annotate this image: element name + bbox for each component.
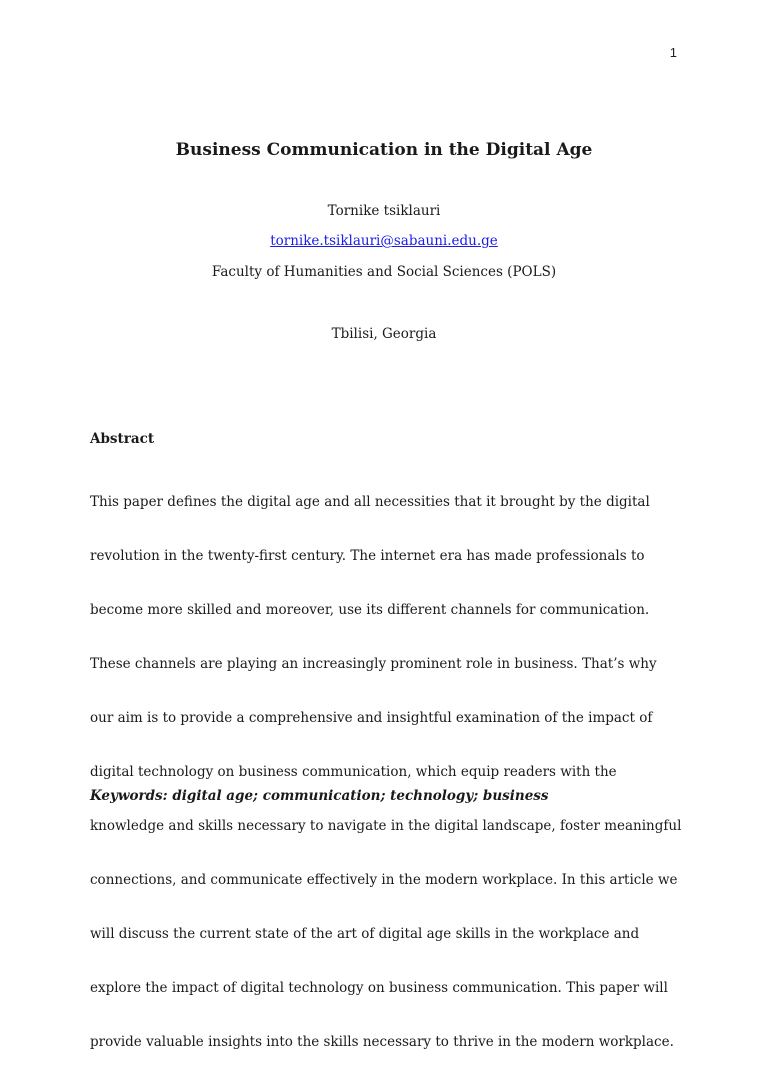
abstract-line: explore the impact of digital technology on business communication. This paper will xyxy=(90,980,668,996)
abstract-line: revolution in the twenty-first century. The internet era has made professionals to xyxy=(90,548,645,564)
paper-title: Business Communication in the Digital Age xyxy=(175,140,593,160)
abstract-line: become more skilled and moreover, use its different channels for communication. xyxy=(90,602,650,618)
abstract-line: knowledge and skills necessary to navigate in the digital landscape, foster meaningful xyxy=(90,818,682,834)
page-number: 1 xyxy=(669,45,677,60)
author-email-line xyxy=(0,233,768,249)
abstract-heading: Abstract xyxy=(90,431,155,447)
abstract-line: These channels are playing an increasingly prominent role in business. That’s why xyxy=(90,656,657,672)
keywords: Keywords: digital age; communication; technology; business xyxy=(90,788,549,804)
abstract-line: our aim is to provide a comprehensive and insightful examination of the impact of xyxy=(90,710,653,726)
abstract-line: digital technology on business communication, which equip readers with the xyxy=(90,764,617,780)
abstract-line: provide valuable insights into the skills necessary to thrive in the modern workplace. xyxy=(90,1034,674,1050)
author-affiliation: Faculty of Humanities and Social Sciences (POLS) xyxy=(211,264,557,280)
abstract-line: This paper defines the digital age and all necessities that it brought by the digital xyxy=(90,494,650,510)
abstract-line: will discuss the current state of the art of digital age skills in the workplace and xyxy=(90,926,640,942)
abstract-body xyxy=(90,462,682,1083)
author-location: Tbilisi, Georgia xyxy=(331,326,437,342)
abstract-line: connections, and communicate effectively in the modern workplace. In this article we xyxy=(90,872,678,888)
author-email-link[interactable]: tornike.tsiklauri@sabauni.edu.ge xyxy=(270,233,498,249)
author-name: Tornike tsiklauri xyxy=(327,203,441,219)
